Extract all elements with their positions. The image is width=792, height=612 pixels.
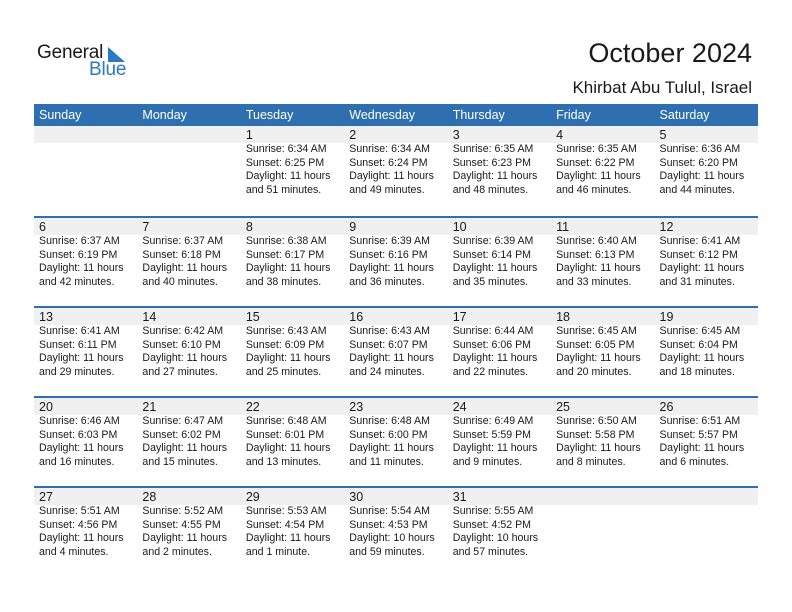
day-number: 10 bbox=[452, 220, 467, 234]
sunrise-text: Sunrise: 6:37 AM bbox=[142, 235, 224, 247]
sunset-text: Sunset: 4:56 PM bbox=[39, 518, 118, 531]
calendar-grid bbox=[34, 104, 758, 576]
sunrise-text: Sunrise: 6:48 AM bbox=[245, 415, 327, 427]
daylight-minutes-text: and 42 minutes. bbox=[39, 275, 115, 288]
sunset-text: Sunset: 4:53 PM bbox=[349, 518, 428, 531]
day-cell bbox=[241, 308, 344, 379]
daylight-text: Daylight: 11 hours bbox=[245, 170, 331, 182]
daylight-text: Daylight: 11 hours bbox=[452, 170, 538, 182]
day-cell bbox=[344, 218, 447, 289]
day-number: 9 bbox=[349, 220, 357, 234]
daylight-text: Daylight: 11 hours bbox=[142, 352, 228, 364]
sunset-text: Sunset: 6:22 PM bbox=[556, 156, 635, 169]
day-cell bbox=[137, 398, 240, 469]
week-cells bbox=[34, 398, 758, 469]
sunrise-text: Sunrise: 6:45 AM bbox=[556, 325, 637, 337]
daylight-minutes-text: and 6 minutes. bbox=[659, 455, 730, 468]
sunset-text: Sunset: 6:05 PM bbox=[556, 338, 635, 351]
day-cell bbox=[241, 218, 344, 289]
day-cell bbox=[241, 126, 344, 197]
sunset-text: Sunset: 6:11 PM bbox=[39, 338, 117, 351]
day-number: 3 bbox=[452, 128, 460, 142]
sunrise-text: Sunrise: 5:52 AM bbox=[142, 505, 224, 517]
day-number: 14 bbox=[142, 310, 157, 324]
daylight-text: Daylight: 11 hours bbox=[39, 532, 124, 544]
sunset-text: Sunset: 6:12 PM bbox=[659, 248, 738, 261]
daylight-minutes-text: and 16 minutes. bbox=[39, 455, 115, 468]
sunrise-text: Sunrise: 6:34 AM bbox=[245, 143, 327, 155]
sunrise-text: Sunrise: 5:51 AM bbox=[39, 505, 120, 517]
daylight-text: Daylight: 11 hours bbox=[349, 352, 434, 364]
week-cells bbox=[34, 126, 758, 197]
daylight-text: Daylight: 11 hours bbox=[245, 262, 331, 274]
day-number: 11 bbox=[556, 220, 570, 234]
day-cell bbox=[34, 218, 137, 289]
sunset-text: Sunset: 6:04 PM bbox=[659, 338, 738, 351]
day-number: 21 bbox=[142, 400, 157, 414]
weekday-monday: Monday bbox=[142, 108, 187, 122]
day-number: 27 bbox=[39, 490, 53, 504]
location-subtitle: Khirbat Abu Tulul, Israel bbox=[572, 78, 752, 97]
daylight-text: Daylight: 11 hours bbox=[245, 442, 331, 454]
day-number: 8 bbox=[245, 220, 253, 234]
sunrise-text: Sunrise: 6:48 AM bbox=[349, 415, 430, 427]
day-cell bbox=[448, 308, 551, 379]
week-row bbox=[34, 216, 758, 306]
sunset-text: Sunset: 6:19 PM bbox=[39, 248, 118, 261]
day-number: 13 bbox=[39, 310, 53, 324]
weekday-saturday: Saturday bbox=[659, 108, 710, 122]
weekday-friday: Friday bbox=[556, 108, 591, 122]
weekday-wednesday: Wednesday bbox=[349, 108, 416, 122]
sunset-text: Sunset: 6:17 PM bbox=[245, 248, 325, 261]
daylight-minutes-text: and 20 minutes. bbox=[556, 365, 632, 378]
day-cell bbox=[137, 308, 240, 379]
daylight-minutes-text: and 44 minutes. bbox=[659, 183, 735, 196]
daylight-text: Daylight: 11 hours bbox=[556, 352, 641, 364]
day-cell bbox=[448, 398, 551, 469]
day-cell bbox=[448, 126, 551, 197]
sunrise-text: Sunrise: 6:43 AM bbox=[349, 325, 430, 337]
weekday-tuesday: Tuesday bbox=[245, 108, 294, 122]
sunset-text: Sunset: 6:18 PM bbox=[142, 248, 221, 261]
day-number: 28 bbox=[142, 490, 157, 504]
day-number: 25 bbox=[556, 400, 571, 414]
sunset-text: Sunset: 6:14 PM bbox=[452, 248, 532, 261]
daylight-text: Daylight: 11 hours bbox=[39, 262, 124, 274]
daylight-minutes-text: and 49 minutes. bbox=[349, 183, 425, 196]
daylight-minutes-text: and 59 minutes. bbox=[349, 545, 425, 558]
sunrise-text: Sunrise: 6:41 AM bbox=[39, 325, 120, 337]
sunrise-text: Sunrise: 6:34 AM bbox=[349, 143, 430, 155]
daylight-minutes-text: and 36 minutes. bbox=[349, 275, 425, 288]
day-cell bbox=[344, 126, 447, 197]
sunrise-text: Sunrise: 6:46 AM bbox=[39, 415, 120, 427]
daylight-minutes-text: and 40 minutes. bbox=[142, 275, 218, 288]
day-cell bbox=[344, 488, 447, 559]
day-number: 17 bbox=[452, 310, 467, 324]
day-number: 4 bbox=[556, 128, 564, 142]
sunset-text: Sunset: 4:54 PM bbox=[245, 518, 325, 531]
day-cell bbox=[551, 398, 654, 469]
daylight-text: Daylight: 11 hours bbox=[142, 442, 228, 454]
day-number: 6 bbox=[39, 220, 46, 234]
day-cell bbox=[448, 488, 551, 559]
daylight-text: Daylight: 11 hours bbox=[245, 532, 331, 544]
logo bbox=[37, 42, 137, 82]
sunrise-text: Sunrise: 6:42 AM bbox=[142, 325, 224, 337]
day-cell bbox=[551, 126, 654, 197]
day-number: 18 bbox=[556, 310, 571, 324]
week-cells bbox=[34, 218, 758, 289]
sunrise-text: Sunrise: 6:39 AM bbox=[349, 235, 430, 247]
sunset-text: Sunset: 6:24 PM bbox=[349, 156, 428, 169]
day-cell bbox=[551, 308, 654, 379]
day-number: 20 bbox=[39, 400, 53, 414]
sunset-text: Sunset: 5:59 PM bbox=[452, 428, 532, 441]
sunrise-text: Sunrise: 6:35 AM bbox=[452, 143, 534, 155]
day-cell bbox=[137, 218, 240, 289]
daylight-minutes-text: and 13 minutes. bbox=[245, 455, 322, 468]
empty-day-cell bbox=[34, 126, 137, 197]
weekday-thursday: Thursday bbox=[452, 108, 505, 122]
daylight-text: Daylight: 11 hours bbox=[659, 262, 745, 274]
daylight-text: Daylight: 11 hours bbox=[39, 352, 124, 364]
daylight-text: Daylight: 11 hours bbox=[245, 352, 331, 364]
day-number: 15 bbox=[245, 310, 260, 324]
page-title: October 2024 bbox=[588, 38, 752, 68]
daylight-minutes-text: and 48 minutes. bbox=[452, 183, 529, 196]
daylight-minutes-text: and 11 minutes. bbox=[349, 455, 424, 468]
sunset-text: Sunset: 6:02 PM bbox=[142, 428, 221, 441]
daylight-minutes-text: and 27 minutes. bbox=[142, 365, 218, 378]
daylight-minutes-text: and 18 minutes. bbox=[659, 365, 735, 378]
sunset-text: Sunset: 6:13 PM bbox=[556, 248, 635, 261]
daylight-minutes-text: and 57 minutes. bbox=[452, 545, 529, 558]
daylight-minutes-text: and 35 minutes. bbox=[452, 275, 529, 288]
day-number: 5 bbox=[659, 128, 667, 142]
daylight-text: Daylight: 11 hours bbox=[452, 352, 538, 364]
logo-text-general: General bbox=[37, 42, 104, 63]
day-number: 24 bbox=[452, 400, 467, 414]
daylight-minutes-text: and 38 minutes. bbox=[245, 275, 322, 288]
day-number: 7 bbox=[142, 220, 150, 234]
day-number: 19 bbox=[659, 310, 674, 324]
sunrise-text: Sunrise: 6:47 AM bbox=[142, 415, 224, 427]
daylight-minutes-text: and 15 minutes. bbox=[142, 455, 218, 468]
sunrise-text: Sunrise: 6:39 AM bbox=[452, 235, 534, 247]
sunrise-text: Sunrise: 6:43 AM bbox=[245, 325, 327, 337]
daylight-minutes-text: and 51 minutes. bbox=[245, 183, 322, 196]
day-cell bbox=[34, 488, 137, 559]
empty-day-cell bbox=[137, 126, 240, 197]
sunrise-text: Sunrise: 5:55 AM bbox=[452, 505, 534, 517]
sunrise-text: Sunrise: 6:44 AM bbox=[452, 325, 534, 337]
sunrise-text: Sunrise: 6:45 AM bbox=[659, 325, 741, 337]
sunrise-text: Sunrise: 6:37 AM bbox=[39, 235, 120, 247]
day-number: 16 bbox=[349, 310, 364, 324]
empty-day-cell bbox=[551, 488, 654, 559]
day-cell bbox=[344, 398, 447, 469]
day-number: 26 bbox=[659, 400, 674, 414]
day-cell bbox=[344, 308, 447, 379]
daylight-minutes-text: and 4 minutes. bbox=[39, 545, 109, 558]
day-cell bbox=[137, 488, 240, 559]
sunset-text: Sunset: 6:03 PM bbox=[39, 428, 118, 441]
daylight-minutes-text: and 9 minutes. bbox=[452, 455, 523, 468]
daylight-minutes-text: and 22 minutes. bbox=[452, 365, 529, 378]
sunrise-text: Sunrise: 6:51 AM bbox=[659, 415, 741, 427]
sunset-text: Sunset: 6:07 PM bbox=[349, 338, 428, 351]
sunset-text: Sunset: 5:58 PM bbox=[556, 428, 635, 441]
day-cell bbox=[34, 308, 137, 379]
sunrise-text: Sunrise: 6:41 AM bbox=[659, 235, 741, 247]
day-number: 29 bbox=[245, 490, 260, 504]
sunset-text: Sunset: 4:55 PM bbox=[142, 518, 221, 531]
daylight-text: Daylight: 11 hours bbox=[659, 442, 745, 454]
sunrise-text: Sunrise: 5:54 AM bbox=[349, 505, 430, 517]
day-number: 2 bbox=[349, 128, 357, 142]
daylight-text: Daylight: 11 hours bbox=[142, 262, 228, 274]
empty-day-cell bbox=[655, 488, 758, 559]
daylight-minutes-text: and 25 minutes. bbox=[245, 365, 322, 378]
sunset-text: Sunset: 6:23 PM bbox=[452, 156, 532, 169]
week-row bbox=[34, 486, 758, 576]
daylight-minutes-text: and 29 minutes. bbox=[39, 365, 115, 378]
day-number: 1 bbox=[245, 128, 253, 142]
weekday-header bbox=[34, 104, 758, 126]
sunset-text: Sunset: 6:09 PM bbox=[245, 338, 325, 351]
day-number: 22 bbox=[245, 400, 260, 414]
sunset-text: Sunset: 6:06 PM bbox=[452, 338, 532, 351]
sunset-text: Sunset: 4:52 PM bbox=[452, 518, 532, 531]
sunset-text: Sunset: 6:25 PM bbox=[245, 156, 325, 169]
sunrise-text: Sunrise: 6:50 AM bbox=[556, 415, 637, 427]
day-number: 31 bbox=[452, 490, 467, 504]
daylight-minutes-text: and 46 minutes. bbox=[556, 183, 632, 196]
day-cell bbox=[655, 398, 758, 469]
day-number: 23 bbox=[349, 400, 364, 414]
sunset-text: Sunset: 6:01 PM bbox=[245, 428, 325, 441]
daylight-minutes-text: and 8 minutes. bbox=[556, 455, 626, 468]
daylight-text: Daylight: 11 hours bbox=[659, 352, 745, 364]
sunset-text: Sunset: 6:00 PM bbox=[349, 428, 428, 441]
sunset-text: Sunset: 6:10 PM bbox=[142, 338, 221, 351]
daylight-text: Daylight: 11 hours bbox=[142, 532, 228, 544]
day-number: 30 bbox=[349, 490, 364, 504]
day-cell bbox=[655, 218, 758, 289]
daylight-text: Daylight: 11 hours bbox=[349, 262, 434, 274]
daylight-minutes-text: and 31 minutes. bbox=[659, 275, 735, 288]
sunrise-text: Sunrise: 6:35 AM bbox=[556, 143, 637, 155]
day-cell bbox=[241, 488, 344, 559]
daylight-text: Daylight: 11 hours bbox=[452, 262, 538, 274]
day-cell bbox=[655, 126, 758, 197]
week-cells bbox=[34, 488, 758, 559]
daylight-minutes-text: and 33 minutes. bbox=[556, 275, 632, 288]
sunset-text: Sunset: 6:20 PM bbox=[659, 156, 738, 169]
day-number: 12 bbox=[659, 220, 674, 234]
sunrise-text: Sunrise: 6:40 AM bbox=[556, 235, 637, 247]
daylight-text: Daylight: 11 hours bbox=[349, 442, 434, 454]
daylight-minutes-text: and 1 minute. bbox=[245, 545, 311, 558]
day-cell bbox=[448, 218, 551, 289]
week-row bbox=[34, 126, 758, 216]
daylight-text: Daylight: 11 hours bbox=[556, 442, 641, 454]
daylight-text: Daylight: 11 hours bbox=[556, 262, 641, 274]
day-cell bbox=[551, 218, 654, 289]
sunset-text: Sunset: 6:16 PM bbox=[349, 248, 428, 261]
daylight-text: Daylight: 11 hours bbox=[349, 170, 434, 182]
daylight-minutes-text: and 24 minutes. bbox=[349, 365, 425, 378]
week-row bbox=[34, 306, 758, 396]
sunrise-text: Sunrise: 6:49 AM bbox=[452, 415, 534, 427]
sunrise-text: Sunrise: 5:53 AM bbox=[245, 505, 327, 517]
week-cells bbox=[34, 308, 758, 379]
logo-text-blue: Blue bbox=[89, 59, 127, 80]
day-cell bbox=[241, 398, 344, 469]
weekday-sunday: Sunday bbox=[39, 108, 82, 122]
day-cell bbox=[34, 398, 137, 469]
sunset-text: Sunset: 5:57 PM bbox=[659, 428, 738, 441]
daylight-minutes-text: and 2 minutes. bbox=[142, 545, 212, 558]
daylight-text: Daylight: 11 hours bbox=[556, 170, 641, 182]
daylight-text: Daylight: 10 hours bbox=[452, 532, 539, 544]
daylight-text: Daylight: 10 hours bbox=[349, 532, 435, 544]
week-row bbox=[34, 396, 758, 486]
daylight-text: Daylight: 11 hours bbox=[452, 442, 538, 454]
sunrise-text: Sunrise: 6:36 AM bbox=[659, 143, 741, 155]
day-cell bbox=[655, 308, 758, 379]
sunrise-text: Sunrise: 6:38 AM bbox=[245, 235, 327, 247]
daylight-text: Daylight: 11 hours bbox=[659, 170, 745, 182]
daylight-text: Daylight: 11 hours bbox=[39, 442, 124, 454]
weeks-container bbox=[34, 126, 758, 576]
